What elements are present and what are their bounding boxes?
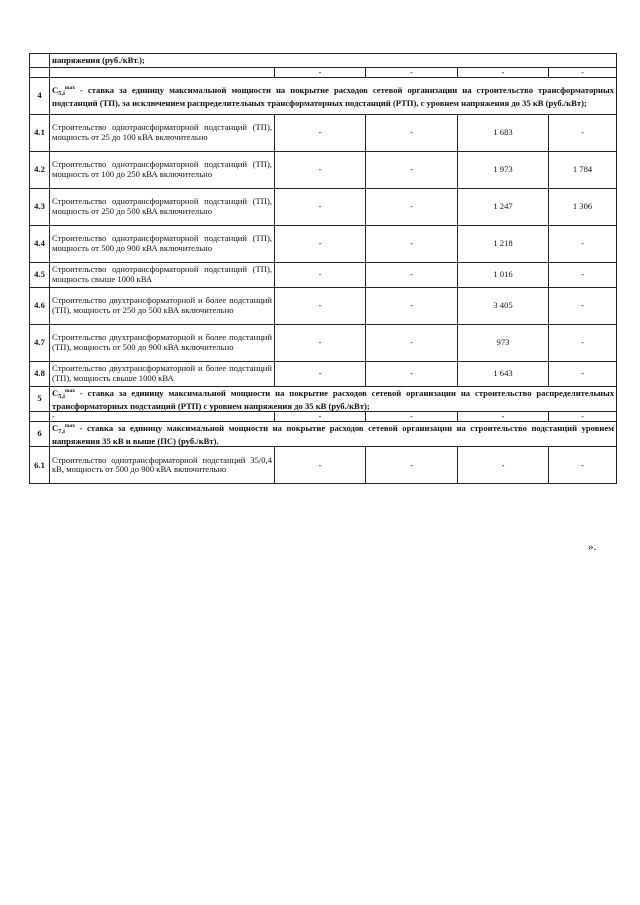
section-row-4 — [30, 78, 617, 115]
section-text: $C_{7,i}^{max}$ - ставка за единицу максимальной мощности на покрытие расходов сетевой организации на строительство подстанций уровнем напряжения 35 кВ и выше (ПС) (руб./кВт). — [50, 422, 617, 447]
table-row: 4.5 Строительство однотрансформаторной подстанций (ТП), мощность свыше 1000 кВА - - 1 016 - — [30, 263, 617, 288]
dash-row — [30, 412, 617, 422]
table-row: 4.7 Строительство двухтрансформаторной и более подстанций (ТП), мощность от 500 до 900 кВА включительно - - 973 - — [30, 325, 617, 362]
table-row: 4.1 Строительство однотрансформаторной подстанций (ТП), мощность от 25 до 100 кВА включительно - - 1 683 - — [30, 115, 617, 152]
table-row: 4.6 Строительство двухтрансформаторной и более подстанций (ТП), мощность от 250 до 500 кВА включительно - - 3 405 - — [30, 288, 617, 325]
dash-row — [30, 68, 617, 78]
table-row: 4.2 Строительство однотрансформаторной подстанций (ТП), мощность от 100 до 250 кВА включительно - - 1 973 1 784 — [30, 152, 617, 189]
header-row — [30, 54, 617, 68]
table-row: 6.1 Строительство однотрансформаторной подстанций 35/0,4 кВ, мощность от 500 до 900 кВА включительно - - - - — [30, 447, 617, 484]
dash-cell: - — [275, 412, 366, 422]
closing-quote: ». — [588, 541, 597, 553]
section-number: 4 — [30, 78, 50, 115]
tariff-table — [29, 53, 617, 484]
table-row: 4.3 Строительство однотрансформаторной подстанций (ТП), мощность от 250 до 500 кВА включительно - - 1 247 1 306 — [30, 189, 617, 226]
section-number: 6 — [30, 422, 50, 447]
section-number: 5 — [30, 387, 50, 412]
table-row: 4.8 Строительство двухтрансформаторной и более подстанций (ТП), мощность свыше 1000 кВА - - 1 643 - — [30, 362, 617, 387]
section-text: $C_{5,i}^{max}$ - ставка за единицу максимальной мощности на покрытие расходов сетевой организации на строительство трансформаторных подстанций (ТП), за исключением распределительных трансформаторных подстанций (РТП), с уровнем напряжения до 35 кВ (руб./кВт); — [50, 78, 617, 115]
dash-cell: - — [50, 412, 275, 422]
dash-cell: - — [549, 412, 617, 422]
table-row: 4.4 Строительство однотрансформаторной подстанций (ТП), мощность от 500 до 900 кВА включительно - - 1 218 - — [30, 226, 617, 263]
dash-cell: - — [458, 68, 549, 78]
dash-cell: - — [458, 412, 549, 422]
section-row-6 — [30, 422, 617, 447]
section-row-5 — [30, 387, 617, 412]
section-text: $C_{5,i}^{max}$ - ставка за единицу максимальной мощности на покрытие расходов сетевой организации на строительство распределительных трансформаторных подстанций (РТП) с уровнем напряжения до 35 кВ (руб./кВт); — [50, 387, 617, 412]
dash-cell: - — [275, 68, 366, 78]
dash-cell: - — [366, 412, 458, 422]
header-text: напряжения (руб./кВт.); — [50, 54, 617, 68]
dash-cell: - — [366, 68, 458, 78]
dash-cell: - — [549, 68, 617, 78]
